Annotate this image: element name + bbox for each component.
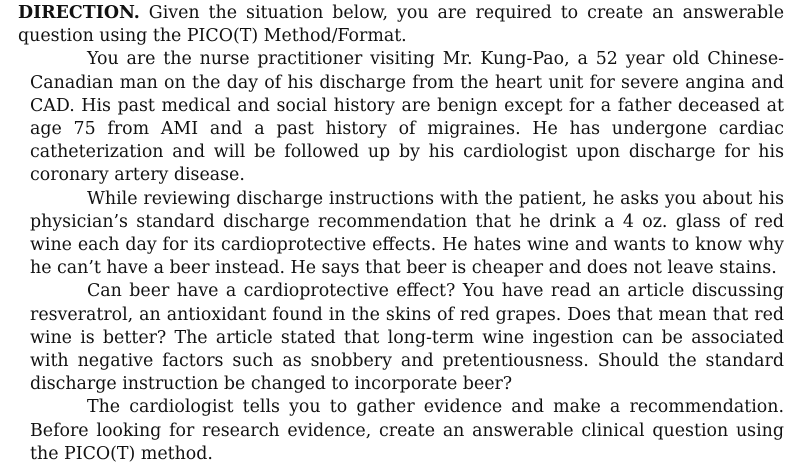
scenario-paragraph-3: Can beer have a cardioprotective effect? You have read an article discussing resveratrol, an antioxidant found in the skins of red grapes. Does that mean that red wine is better? The article stated that long-term wine ingestion can be associated with negative factors such as snobbery and pretentiousness. Should the standard discharge instruction be changed to incorporate beer? bbox=[30, 281, 784, 395]
scenario-paragraph-4: The cardiologist tells you to gather evidence and make a recommendation. Before looking for research evidence, create an answerable clinical question using the PICO(T) method. bbox=[30, 397, 784, 464]
scenario-paragraph-2: While reviewing discharge instructions with the patient, he asks you about his physician’s standard discharge recommendation that he drink a 4 oz. glass of red wine each day for its cardioprotective effects. He hates wine and wants to know why he can’t have a beer instead. He says that beer is cheaper and does not leave stains. bbox=[30, 188, 784, 279]
direction-instruction bbox=[18, 2, 784, 48]
direction-label: DIRECTION. bbox=[18, 3, 140, 23]
direction-text: Given the situation below, you are required to create an answerable question using the PICO(T) Method/Format. bbox=[18, 3, 784, 47]
scenario-paragraph-1: You are the nurse practitioner visiting Mr. Kung-Pao, a 52 year old Chinese-Canadian man on the day of his discharge from the heart unit for severe angina and CAD. His past medical and social history are benign except for a father deceased at age 75 from AMI and a past history of migraines. He has undergone cardiac catheterization and will be followed up by his cardiologist upon discharge for his coronary artery disease. bbox=[30, 49, 784, 186]
